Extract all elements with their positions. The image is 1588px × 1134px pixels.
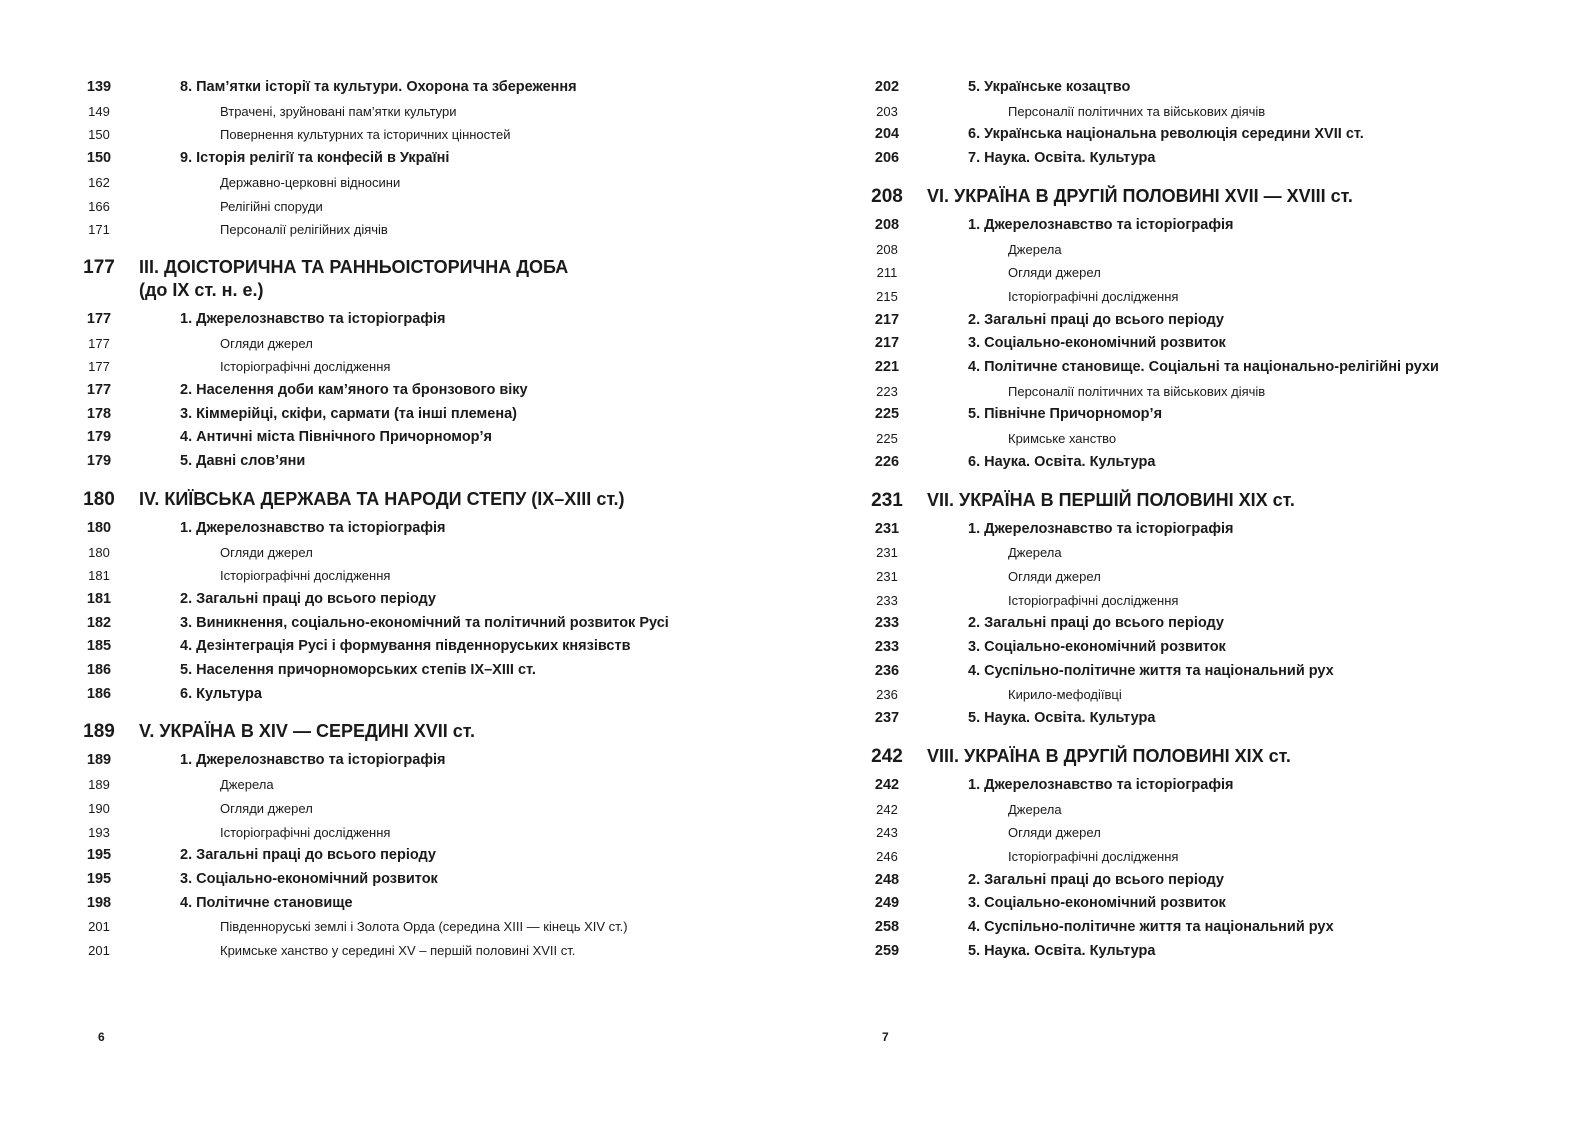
toc-page-number: 162 xyxy=(88,174,110,190)
toc-entry-title: 1. Джерелознавство та історіографія xyxy=(968,216,1234,233)
toc-minor-entry xyxy=(862,541,1588,565)
toc-subsection-entry xyxy=(74,308,794,332)
toc-page-number: 195 xyxy=(86,847,112,864)
toc-section-heading xyxy=(74,256,794,302)
toc-minor-entry xyxy=(862,798,1588,822)
toc-minor-entry xyxy=(74,195,794,219)
toc-entry-title: 5. Наука. Освіта. Культура xyxy=(968,942,1156,959)
toc-entry-title: Повернення культурних та історичних цінностей xyxy=(220,127,511,143)
toc-entry-title: 3. Соціально-економічний розвиток xyxy=(968,895,1226,912)
toc-subsection-entry xyxy=(74,683,794,707)
toc-minor-entry xyxy=(74,915,794,939)
toc-page-number: 180 xyxy=(83,488,115,510)
toc-entry-title: V. УКРАЇНА В XIV — СЕРЕДИНІ XVII ст. xyxy=(139,721,475,742)
toc-entry-title: 5. Північне Причорномор’я xyxy=(968,406,1163,423)
toc-page-number: 236 xyxy=(876,687,898,703)
toc-entry-title: Джерела xyxy=(1008,801,1062,817)
toc-entry-title: Історіографічні дослідження xyxy=(220,359,391,375)
toc-entry-title-continued: (до IX ст. н. е.) xyxy=(139,279,264,300)
toc-page-number: 211 xyxy=(876,265,898,281)
toc-entry-title: Південноруські землі і Золота Орда (середина XIII — кінець XIV ст.) xyxy=(220,919,628,935)
toc-subsection-entry xyxy=(862,660,1588,684)
toc-entry-title: 3. Виникнення, соціально-економічний та політичний розвиток Русі xyxy=(180,614,669,631)
toc-subsection-entry xyxy=(74,450,794,474)
toc-entry-title: 8. Пам’ятки історії та культури. Охорона та збереження xyxy=(180,79,577,95)
toc-subsection-entry xyxy=(862,518,1588,542)
toc-minor-entry xyxy=(74,332,794,356)
toc-entry-title: 4. Суспільно-політичне життя та національний рух xyxy=(968,919,1334,936)
toc-entry-title: 2. Загальні праці до всього періоду xyxy=(180,590,436,607)
toc-section-heading xyxy=(74,488,794,511)
toc-page-number: 233 xyxy=(874,615,900,632)
toc-page-number: 177 xyxy=(86,310,112,327)
toc-entry-title: 2. Населення доби кам’яного та бронзового віку xyxy=(180,382,528,399)
toc-minor-entry xyxy=(74,541,794,565)
toc-page-number: 150 xyxy=(88,127,110,143)
toc-entry-title: Кримське ханство у середині XV – першій половині XVII ст. xyxy=(220,943,576,959)
toc-page-number: 201 xyxy=(88,919,110,935)
toc-subsection-entry xyxy=(862,892,1588,916)
toc-entry-title: Історіографічні дослідження xyxy=(220,568,391,584)
toc-page-number: 171 xyxy=(88,222,110,238)
toc-subsection-entry xyxy=(862,707,1588,731)
toc-entry-title: Історіографічні дослідження xyxy=(1008,592,1179,608)
toc-page-number: 243 xyxy=(876,825,898,841)
toc-subsection-entry xyxy=(74,635,794,659)
toc-subsection-entry xyxy=(862,636,1588,660)
toc-page-number: 193 xyxy=(88,824,110,840)
toc-entry-title: 6. Культура xyxy=(180,685,262,702)
toc-page-number: 177 xyxy=(88,359,110,375)
toc-entry-title: Втрачені, зруйновані пам’ятки культури xyxy=(220,103,457,119)
toc-minor-entry xyxy=(74,939,794,963)
toc-page-number: 177 xyxy=(86,382,112,399)
toc-entry-title: 3. Соціально-економічний розвиток xyxy=(968,335,1226,352)
toc-subsection-entry xyxy=(862,916,1588,940)
toc-page-number: 180 xyxy=(88,544,110,560)
toc-minor-entry xyxy=(74,218,794,242)
toc-entry-title: Історіографічні дослідження xyxy=(1008,848,1179,864)
toc-page-number: 179 xyxy=(86,429,112,446)
table-of-contents-right xyxy=(862,76,1588,964)
toc-page-number: 231 xyxy=(874,520,900,537)
toc-entry-title: Релігійні споруди xyxy=(220,198,323,214)
toc-entry-title: VI. УКРАЇНА В ДРУГІЙ ПОЛОВИНІ XVII — XVIII ст. xyxy=(927,185,1353,206)
toc-entry-title: 3. Кіммерійці, скіфи, сармати (та інші племена) xyxy=(180,405,517,422)
toc-page-number: 182 xyxy=(86,614,112,631)
toc-subsection-entry xyxy=(862,309,1588,333)
toc-entry-title: 3. Соціально-економічний розвиток xyxy=(180,870,438,887)
toc-entry-title: VII. УКРАЇНА В ПЕРШІЙ ПОЛОВИНІ XIX ст. xyxy=(927,489,1295,510)
toc-page-number: 177 xyxy=(83,256,115,278)
toc-entry-title: Огляди джерел xyxy=(220,800,313,816)
toc-subsection-entry xyxy=(862,774,1588,798)
toc-entry-title: 4. Політичне становище. Соціальні та національно-релігійні рухи xyxy=(968,359,1439,376)
toc-page-number: 201 xyxy=(88,943,110,959)
toc-minor-entry xyxy=(74,355,794,379)
toc-page-number: 208 xyxy=(876,241,898,257)
toc-subsection-entry xyxy=(862,123,1588,147)
toc-entry-title: 1. Джерелознавство та історіографія xyxy=(180,519,446,536)
toc-page-number: 203 xyxy=(876,103,898,119)
toc-page-number: 242 xyxy=(874,776,900,793)
toc-subsection-entry xyxy=(74,426,794,450)
toc-minor-entry xyxy=(862,285,1588,309)
toc-minor-entry xyxy=(862,380,1588,404)
toc-page-number: 189 xyxy=(83,721,115,743)
toc-subsection-entry xyxy=(862,612,1588,636)
toc-entry-title: Джерела xyxy=(220,777,274,793)
toc-subsection-entry xyxy=(74,147,794,171)
toc-subsection-entry xyxy=(862,869,1588,893)
toc-page-number: 233 xyxy=(874,639,900,656)
toc-entry-title: IV. КИЇВСЬКА ДЕРЖАВА ТА НАРОДИ СТЕПУ (IX–XIII ст.) xyxy=(139,488,625,509)
toc-page-number: 189 xyxy=(86,752,112,769)
toc-subsection-entry xyxy=(74,517,794,541)
toc-section-heading xyxy=(862,745,1588,768)
toc-entry-title: Державно-церковні відносини xyxy=(220,174,401,190)
toc-entry-title: 7. Наука. Освіта. Культура xyxy=(968,150,1156,167)
toc-page-number: 139 xyxy=(86,79,112,95)
toc-page-number: 177 xyxy=(88,335,110,351)
toc-entry-title: VIII. УКРАЇНА В ДРУГІЙ ПОЛОВИНІ XIX ст. xyxy=(927,745,1291,766)
toc-subsection-entry xyxy=(862,76,1588,100)
toc-section-heading xyxy=(74,720,794,743)
toc-page-number: 223 xyxy=(876,383,898,399)
toc-subsection-entry xyxy=(74,892,794,916)
toc-minor-entry xyxy=(862,100,1588,124)
toc-page-number: 225 xyxy=(876,431,898,447)
toc-minor-entry xyxy=(74,773,794,797)
toc-page-number: 208 xyxy=(874,216,900,233)
toc-page-number: 217 xyxy=(874,311,900,328)
toc-entry-title: Кримське ханство xyxy=(1008,431,1117,447)
toc-entry-title: 5. Давні слов’яни xyxy=(180,453,306,470)
toc-page-number: 226 xyxy=(874,453,900,470)
toc-section-heading xyxy=(862,185,1588,208)
toc-subsection-entry xyxy=(862,332,1588,356)
toc-entry-title: 2. Загальні праці до всього періоду xyxy=(180,847,436,864)
toc-subsection-entry xyxy=(74,76,794,100)
toc-entry-title: Джерела xyxy=(1008,241,1062,257)
toc-subsection-entry xyxy=(74,379,794,403)
toc-minor-entry xyxy=(862,589,1588,613)
toc-page-number: 236 xyxy=(874,662,900,679)
toc-subsection-entry xyxy=(862,403,1588,427)
toc-entry-title: Персоналії політичних та військових діячів xyxy=(1008,383,1266,399)
toc-page-number: 178 xyxy=(86,405,112,422)
toc-page-number: 189 xyxy=(88,777,110,793)
toc-page-number: 233 xyxy=(876,592,898,608)
toc-page-number: 237 xyxy=(874,710,900,727)
toc-page-number: 186 xyxy=(86,662,112,679)
toc-entry-title: 2. Загальні праці до всього періоду xyxy=(968,311,1224,328)
toc-entry-title: 2. Загальні праці до всього періоду xyxy=(968,871,1224,888)
toc-page-number: 242 xyxy=(876,801,898,817)
toc-minor-entry xyxy=(74,797,794,821)
toc-minor-entry xyxy=(74,821,794,845)
toc-entry-title: Історіографічні дослідження xyxy=(1008,288,1179,304)
toc-entry-title: 4. Суспільно-політичне життя та національний рух xyxy=(968,662,1334,679)
toc-page-number: 204 xyxy=(874,126,900,143)
toc-page-number: 150 xyxy=(86,150,112,167)
toc-subsection-entry xyxy=(74,749,794,773)
toc-entry-title: Огляди джерел xyxy=(1008,265,1101,281)
toc-subsection-entry xyxy=(74,868,794,892)
toc-entry-title: 1. Джерелознавство та історіографія xyxy=(968,776,1234,793)
toc-page-number: 166 xyxy=(88,198,110,214)
toc-subsection-entry xyxy=(862,356,1588,380)
toc-subsection-entry xyxy=(74,844,794,868)
toc-entry-title: 3. Соціально-економічний розвиток xyxy=(968,639,1226,656)
toc-entry-title: Огляди джерел xyxy=(1008,825,1101,841)
toc-entry-title: Огляди джерел xyxy=(1008,568,1101,584)
toc-page-number: 195 xyxy=(86,870,112,887)
toc-page-number: 179 xyxy=(86,453,112,470)
toc-entry-title: 1. Джерелознавство та історіографія xyxy=(180,310,446,327)
toc-page-number: 185 xyxy=(86,638,112,655)
right-page xyxy=(794,0,1588,1134)
toc-entry-title: 9. Історія релігії та конфесій в Україні xyxy=(180,150,450,167)
toc-minor-entry xyxy=(74,100,794,124)
toc-page-number: 231 xyxy=(876,545,898,561)
toc-minor-entry xyxy=(74,564,794,588)
toc-page-number: 231 xyxy=(876,568,898,584)
toc-entry-title: Історіографічні дослідження xyxy=(220,824,391,840)
toc-entry-title: 4. Античні міста Північного Причорномор’я xyxy=(180,429,493,446)
toc-page-number: 221 xyxy=(874,359,900,376)
toc-page-number: 215 xyxy=(876,288,898,304)
toc-entry-title: 5. Українське козацтво xyxy=(968,79,1131,95)
toc-entry-title: Персоналії релігійних діячів xyxy=(220,222,388,238)
toc-page-number: 180 xyxy=(86,519,112,536)
toc-page-number: 217 xyxy=(874,335,900,352)
toc-entry-title: 6. Українська національна революція середини XVII ст. xyxy=(968,126,1364,143)
toc-page-number: 149 xyxy=(88,103,110,119)
toc-entry-title: 6. Наука. Освіта. Культура xyxy=(968,453,1156,470)
toc-minor-entry xyxy=(862,821,1588,845)
toc-page-number: 198 xyxy=(86,894,112,911)
toc-section-heading xyxy=(862,489,1588,512)
toc-subsection-entry xyxy=(862,214,1588,238)
toc-minor-entry xyxy=(862,238,1588,262)
toc-entry-title: III. ДОІСТОРИЧНА ТА РАННЬОІСТОРИЧНА ДОБА xyxy=(139,256,569,277)
toc-entry-title: 5. Наука. Освіта. Культура xyxy=(968,710,1156,727)
toc-subsection-entry xyxy=(74,659,794,683)
toc-minor-entry xyxy=(862,427,1588,451)
toc-entry-title: 4. Дезінтеграція Русі і формування південноруських князівств xyxy=(180,638,631,655)
toc-entry-title: Кирило-мефодіївці xyxy=(1008,687,1122,703)
page-folio-left: 6 xyxy=(98,1030,105,1044)
toc-entry-title: Джерела xyxy=(1008,545,1062,561)
toc-entry-title: Огляди джерел xyxy=(220,544,313,560)
toc-minor-entry xyxy=(862,845,1588,869)
toc-page-number: 246 xyxy=(876,848,898,864)
toc-subsection-entry xyxy=(74,403,794,427)
toc-page-number: 206 xyxy=(874,150,900,167)
toc-subsection-entry xyxy=(74,588,794,612)
table-of-contents-left xyxy=(74,76,794,963)
toc-page-number: 259 xyxy=(874,942,900,959)
toc-entry-title: 1. Джерелознавство та історіографія xyxy=(180,752,446,769)
toc-minor-entry xyxy=(862,565,1588,589)
toc-entry-title: Огляди джерел xyxy=(220,335,313,351)
toc-entry-title: Персоналії політичних та військових діячів xyxy=(1008,103,1266,119)
toc-page-number: 225 xyxy=(874,406,900,423)
toc-minor-entry xyxy=(862,261,1588,285)
page-folio-right: 7 xyxy=(882,1030,889,1044)
toc-minor-entry xyxy=(74,123,794,147)
toc-entry-title: 4. Політичне становище xyxy=(180,894,353,911)
toc-minor-entry xyxy=(74,171,794,195)
toc-page-number: 202 xyxy=(874,79,900,95)
toc-page-number: 242 xyxy=(871,745,903,767)
toc-page-number: 248 xyxy=(874,871,900,888)
toc-page-number: 258 xyxy=(874,919,900,936)
toc-subsection-entry xyxy=(74,612,794,636)
toc-subsection-entry xyxy=(862,147,1588,171)
toc-page-number: 190 xyxy=(88,800,110,816)
toc-page-number: 231 xyxy=(871,489,903,511)
toc-page-number: 249 xyxy=(874,895,900,912)
toc-page-number: 181 xyxy=(86,590,112,607)
toc-entry-title: 5. Населення причорноморських степів IX–XIII ст. xyxy=(180,662,536,679)
toc-subsection-entry xyxy=(862,940,1588,964)
toc-page-number: 208 xyxy=(871,185,903,207)
toc-entry-title: 2. Загальні праці до всього періоду xyxy=(968,615,1224,632)
toc-minor-entry xyxy=(862,683,1588,707)
toc-subsection-entry xyxy=(862,451,1588,475)
toc-entry-title: 1. Джерелознавство та історіографія xyxy=(968,520,1234,537)
toc-page-number: 181 xyxy=(88,568,110,584)
toc-page-number: 186 xyxy=(86,685,112,702)
